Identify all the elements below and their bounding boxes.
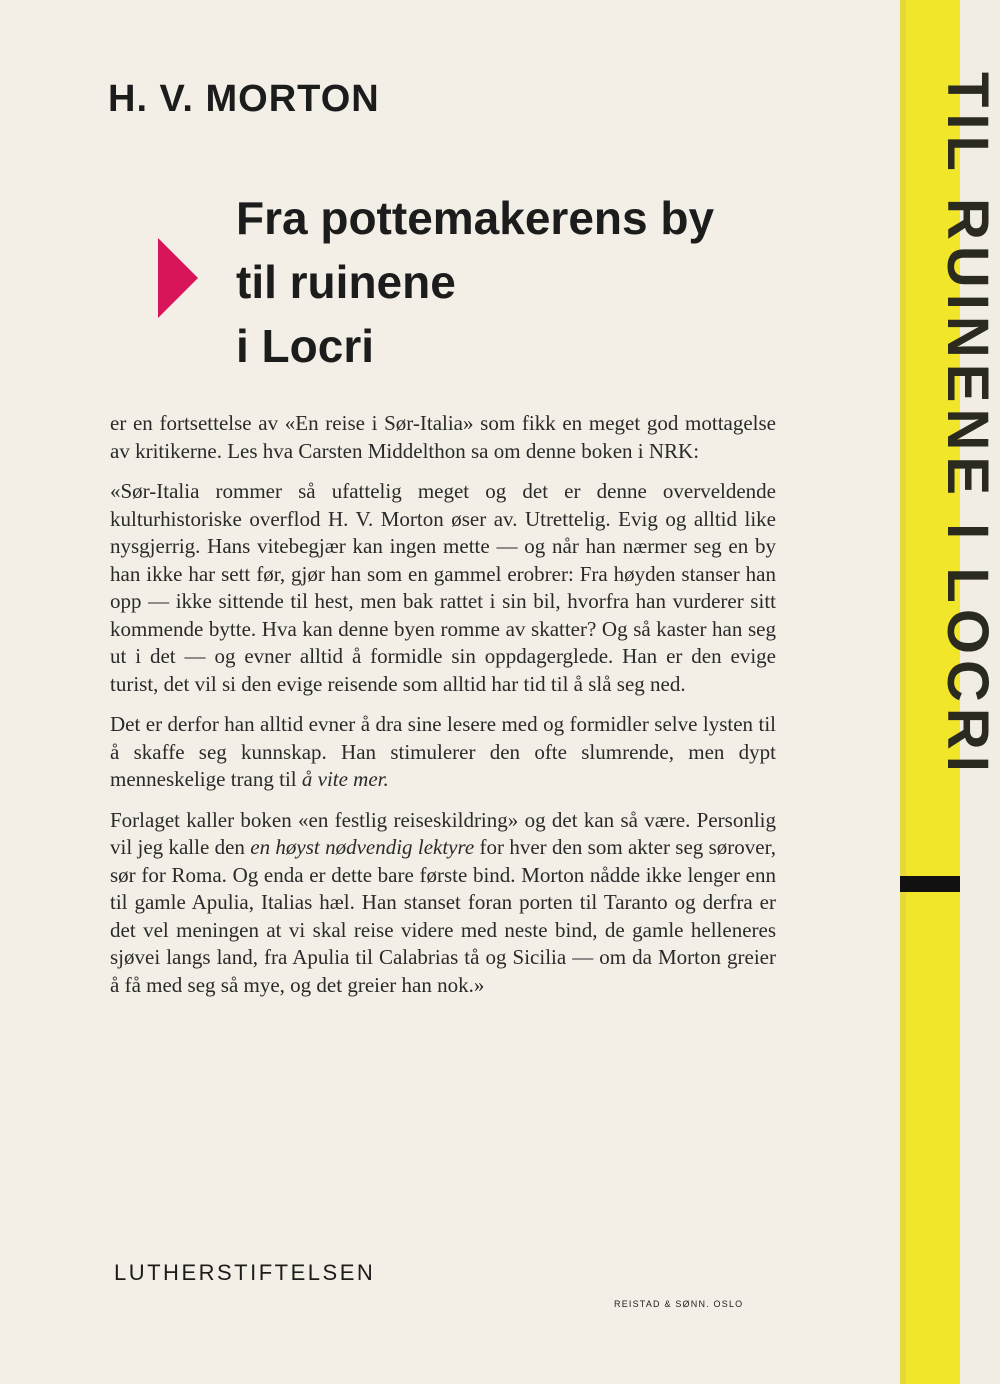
blurb-paragraph-4-text-a: Forlaget kaller boken «en festlig reiseskildring» og det kan så være. Personlig vil jeg kalle den xyxy=(110,807,776,859)
spine-title: TIL RUINENE I LOCRI xyxy=(935,72,1000,778)
blurb-paragraph-4-text-b: for hver den som akter seg sørover, sør for Roma. Og enda er dette bare første bind. Morton nådde ikke lenger enn til gamle Apulia, Italias hæl. Han stanset foran porten til Taranto og derfra er det vel meningen at vi skal reise videre med neste bind, de gamle helleneres sjøvei langs land, fra Apulia til Calabrias tå og Sicilia — om da Morton greier å få med seg så mye, og det greier han nok.» xyxy=(110,835,776,997)
blurb-paragraph-4-italic: en høyst nødvendig lektyre xyxy=(250,835,475,859)
title-line-1: Fra pottemakerens by xyxy=(236,192,715,244)
book-title xyxy=(236,186,714,378)
author-name: H. V. MORTON xyxy=(108,78,380,120)
blurb-paragraph-3 xyxy=(110,711,776,794)
blurb-paragraph-3-italic: å vite mer. xyxy=(301,767,389,791)
blurb-paragraph-4 xyxy=(110,807,776,1000)
blurb-text xyxy=(110,410,776,1012)
printer-credit: REISTAD & SØNN. OSLO xyxy=(614,1299,744,1309)
spine-edge xyxy=(900,0,906,1384)
spine-band xyxy=(900,876,960,892)
triangle-marker-icon xyxy=(158,238,198,318)
title-line-2: til ruinene xyxy=(236,256,456,308)
blurb-paragraph-3-text: Det er derfor han alltid evner å dra sine lesere med og formidler selve lysten til å skaffe seg kunnskap. Han stimulerer den ofte slumrende, men dypt menneskelige trang til xyxy=(110,712,776,791)
blurb-paragraph-2: «Sør-Italia rommer så ufattelig meget og det er denne overveldende kulturhistoriske overflod H. V. Morton øser av. Utrettelig. Evig og alltid like nysgjerrig. Hans vitebegjær kan ingen mette — og når han nærmer seg en by han ikke har sett før, gjør han som en gammel erobrer: Fra høyden stanser han opp — ikke sittende til hest, men bak rattet i sin bil, hvorfra han vurderer sitt kommende bytte. Hva kan denne byen romme av skatter? Og så kaster han seg ut i det — og evner alltid å formidle sin oppdagerglede. Han er den evige turist, det vil si den evige reisende som alltid har tid til å slå seg ned. xyxy=(110,479,776,696)
publisher-name: LUTHERSTIFTELSEN xyxy=(114,1260,376,1285)
title-line-3: i Locri xyxy=(236,320,375,372)
blurb-paragraph-1: er en fortsettelse av «En reise i Sør-Italia» som fikk en meget god mottagelse av kritikerne. Les hva Carsten Middelthon sa om denne boken i NRK: xyxy=(110,411,776,463)
